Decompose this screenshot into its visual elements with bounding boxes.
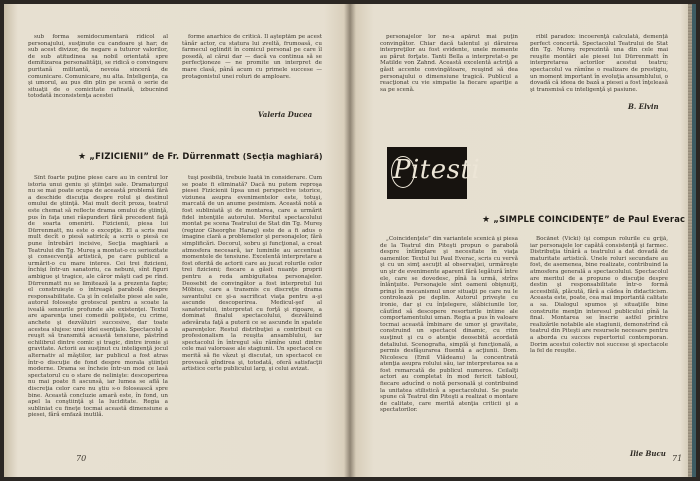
book-gutter bbox=[344, 4, 356, 477]
right-page bbox=[350, 4, 696, 477]
right-page-number: 71 bbox=[672, 454, 683, 463]
right-top-column-1: personajelor lor ne-a apărut mai puţin convingător. Chiar dacă talentul şi dăruirea interpreţilor au fost evidente, unele momente au părut forţate. Tanti Bella a interpretat-o pe Matilde von Zahnd. Această excelentă actriţă a găsit accente convingătoare, reuşind să dea personajului o dimensiune tragică. Publicul a reacţionat cu vie simpatie la fiecare apariţie a sa pe scenă. bbox=[380, 34, 518, 93]
city-logo-block bbox=[387, 147, 481, 199]
left-body-column-2: tuşi posibilă, trebuie luată în considerare. Cum se poate fi eliminată? Dacă nu putem reproşa piesei Fizicienii lipsa unei perspective istorice, viziunea asupra evenimentelor este, totuşi, marcată de un anume pesimism. Această notă a fost subliniată şi de montarea, care a urmărit fidel intenţiile autorului. Meritul spectacolului montat pe scena Teatrului de Stat din Tg. Mureş (regizor Gheorghe Harag) este de a fi adus o imagine clară a problemelor şi personajelor, fără simplificări. Decorul, sobru şi funcţional, a creat atmosfera necesară, iar luminile au accentuat momentele de tensiune. Excelentă interpretare a fost oferită de actorii care au jucat rolurile celor trei fizicieni; fiecare a găsit nuanţe proprii pentru a reda ambiguitatea personajelor. Deosebit de convingător a fost interpretul lui Möbius, care a transmis cu discreţie drama savantului ce şi-a sacrificat viaţa pentru a-şi ascunde descoperirea. Medicul-şef al sanatoriului, interpretat cu forţă şi rigoare, a dominat finalul spectacolului, dezvăluind adevărata faţă a puterii ce se ascunde în spatele aparenţelor. Restul distribuţiei a contribuit cu profesionalism la reuşita ansamblului, iar spectacolul în întregul său rămîne unul dintre cele mai valoroase ale stagiunii. Un spectacol ce merită să fie văzut şi discutat, un spectacol ce provoacă gîndirea şi, totodată, oferă satisfacţii artistice certe publicului larg, şi celui avizat. bbox=[182, 175, 322, 373]
left-top-column-1: sub forma semidocumentarã ridicol al personajului, susţinute cu candoare şi har; de sub acest divizor, de negare a tuturor valorilor, de sub atitudinea sa nobil orientată spre demitizarea personalităţii, se ridică o convingere puritanã militantă, nevoia sinceră de comunicare. Comunicare, nu alta. Inteligenţa, ca şi umorul, au pus din plin pe scenă o serie de situaţii de o comicitate rafinată, izbucnind totodată inconsistenţa acestei bbox=[28, 34, 168, 100]
left-page-number: 70 bbox=[76, 454, 87, 463]
left-body-column-1: Sînt foarte puţine piese care au în centrul lor istoria unui geniu şi ştiinţei sale. Dramaturgul nu se mai poate ocupa de această problemă fără a deschide discuţia despre rolul şi destinul omului de ştiinţă. Mai mult decît proza, teatrul este chemat să reflecte drama omului de ştiinţă, pus în faţa unei răspunderi fără precedent faţă de soarta omenirii. Fizicienii, piesa lui Dürrenmatt, nu este o excepţie. El a scris mai mult decît o piesă satirică; a scris o piesă ce pune întrebări incisive, Secţia maghiară a Teatrului din Tg. Mureş a montat-o cu seriozitate şi consecvenţă artistică, pe care publicul a urmărit-o cu mare interes. Cei trei fizicieni, închişi într-un sanatoriu, ca nebuni, sînt figuri ambigue şi tragice, ale căror măşti cad pe rînd. Dürrenmatt nu se limitează la a prezenta fapte; el construieşte o întreagă parabolă despre responsabilitate. Ca şi în celelalte piese ale sale, autorul foloseşte grotescul pentru a scoate la iveală sensurile profunde ale existenţei. Textul are aparenţa unei comedii poliţiste, cu crime, anchete şi dezvăluiri succesive, dar toate acestea slujesc unei idei esenţiale. Spectacolul a reuşit să transmită această tensiune, păstrînd echilibrul dintre comic şi tragic, dintre ironie şi gravitate. Actorii au susţinut cu inteligenţă jocul alternativ al măştilor, iar publicul a fost atras într-o discuţie de fond despre morala ştiinţei moderne. Drama se încheie într-un mod ce lasă spectatorul cu o stare de nelinişte: descoperirea nu mai poate fi ascunsă, iar lumea se află la discreţia celor care nu ştiu s-o folosească spre bine. Această concluzie amară este, în fond, un apel la conştiinţă şi la luciditate. Regia a subliniat cu fineţe tocmai această dimensiune a piesei, fără emfază inutilă. bbox=[28, 175, 168, 419]
left-page bbox=[4, 4, 350, 477]
right-bottom-signature: Ilie Bucu bbox=[630, 449, 666, 458]
city-logo-text: Pitesti bbox=[393, 155, 481, 185]
left-top-column-2: forme anarhice de critică. Îl aşteptăm pe acest tânăr actor, cu statura lui zveltă, frumoasă, cu farmecul oglindit în comicul personal pe care îl posedă, al cărui dar — dacă va continua să se perfecţioneze — ne promite un interpret de mare clasă, până acum cu primele succese — protagonistul unei roluri de amploare. bbox=[182, 34, 322, 80]
right-body-column-1: „Coincidenţele” din variantele scenică şi piesa de la Teatrul din Piteşti propun o parabolă despre întîmplare şi necesitate în viaţa oamenilor. Textul lui Paul Everac, scris cu vervă şi cu un simţ ascuţit al observaţiei, urmăreşte un şir de evenimente aparent fără legătură între ele, care se dovedesc, pînă la urmă, strîns înlănţuite. Personajele sînt oameni obişnuiţi, prinşi în mecanismul unor situaţii pe care nu le controlează pe deplin. Autorul priveşte cu ironie, dar şi cu înţelegere, slăbiciunile lor, căutînd să descopere resorturile intime ale comportamentului uman. Regia a pus în valoare tocmai această îmbinare de umor şi gravitate, construind un spectacol dinamic, cu ritm susţinut şi cu o atenţie deosebită acordată detaliului. Scenografia, simplă şi funcţională, a permis desfăşurarea fluentă a acţiunii. Dom. Nicolescu (Emil Vlădeanu) la concentrată atenţia asupra rolului său, iar interpretarea sa a fost remarcată de publicul numeros. Ceilalţi actori au completat în mod fericit tabloul, fiecare aducînd o notă personală şi contribuind la unitatea stilistică a spectacolului. Se poate spune că Teatrul din Piteşti a realizat o montare de calitate, care merită atenţia criticii şi a spectatorilor. bbox=[380, 236, 518, 414]
left-top-signature: Valeria Ducea bbox=[258, 110, 313, 119]
magazine-spread bbox=[4, 4, 696, 477]
right-article-headline: ★ „SIMPLE COINCIDENŢE” de Paul Everac bbox=[482, 214, 686, 225]
left-article-headline: ★ „FIZICIENII” de Fr. Dürrenmatt (Secţia maghiară) bbox=[78, 151, 323, 162]
right-top-signature: B. Elvin bbox=[628, 102, 659, 111]
right-top-column-2: ribil paradox: incoerenţă calculată, demență perfect concertă. Spectacolul Teatrului de Stat din Tg. Mureş reprezintă una din cele mai reuşite montări ale piesei lui Dürrenmatt în interpretarea actorilor acestui teatru; spectacolul va rămîne o realizare de prestigiu, un moment important în evoluţia ansamblului, o dovadă că ideea de bază a piesei a fost înţeleasă şi transmisă cu inteligenţă şi pasiune. bbox=[530, 34, 668, 93]
right-body-column-2: Bocănet (Vicki) îşi compun rolurile cu grijă, iar personajele lor capătă consistenţă şi farmec. Distribuţia tînără a teatrului a dat dovadă de maturitate artistică. Unele roluri secundare au fost, de asemenea, bine realizate, contribuind la atmosfera generală a spectacolului. Spectacolul are meritul de a propune o discuţie despre destin şi responsabilitate într-o formă accesibilă, plăcută, fără a cădea în didacticism. Aceasta este, poate, cea mai importantă calitate a sa. Dialogul spumos şi situaţiile bine construite menţin interesul publicului pînă la final. Montarea se înscrie astfel printre realizările notabile ale stagiunii, demonstrînd că teatrul din Piteşti are resursele necesare pentru a aborda cu succes repertoriul contemporan. Dorim acestui colectiv noi succese şi spectacole la fel de reuşite. bbox=[530, 236, 668, 355]
binding-tab bbox=[692, 4, 696, 477]
